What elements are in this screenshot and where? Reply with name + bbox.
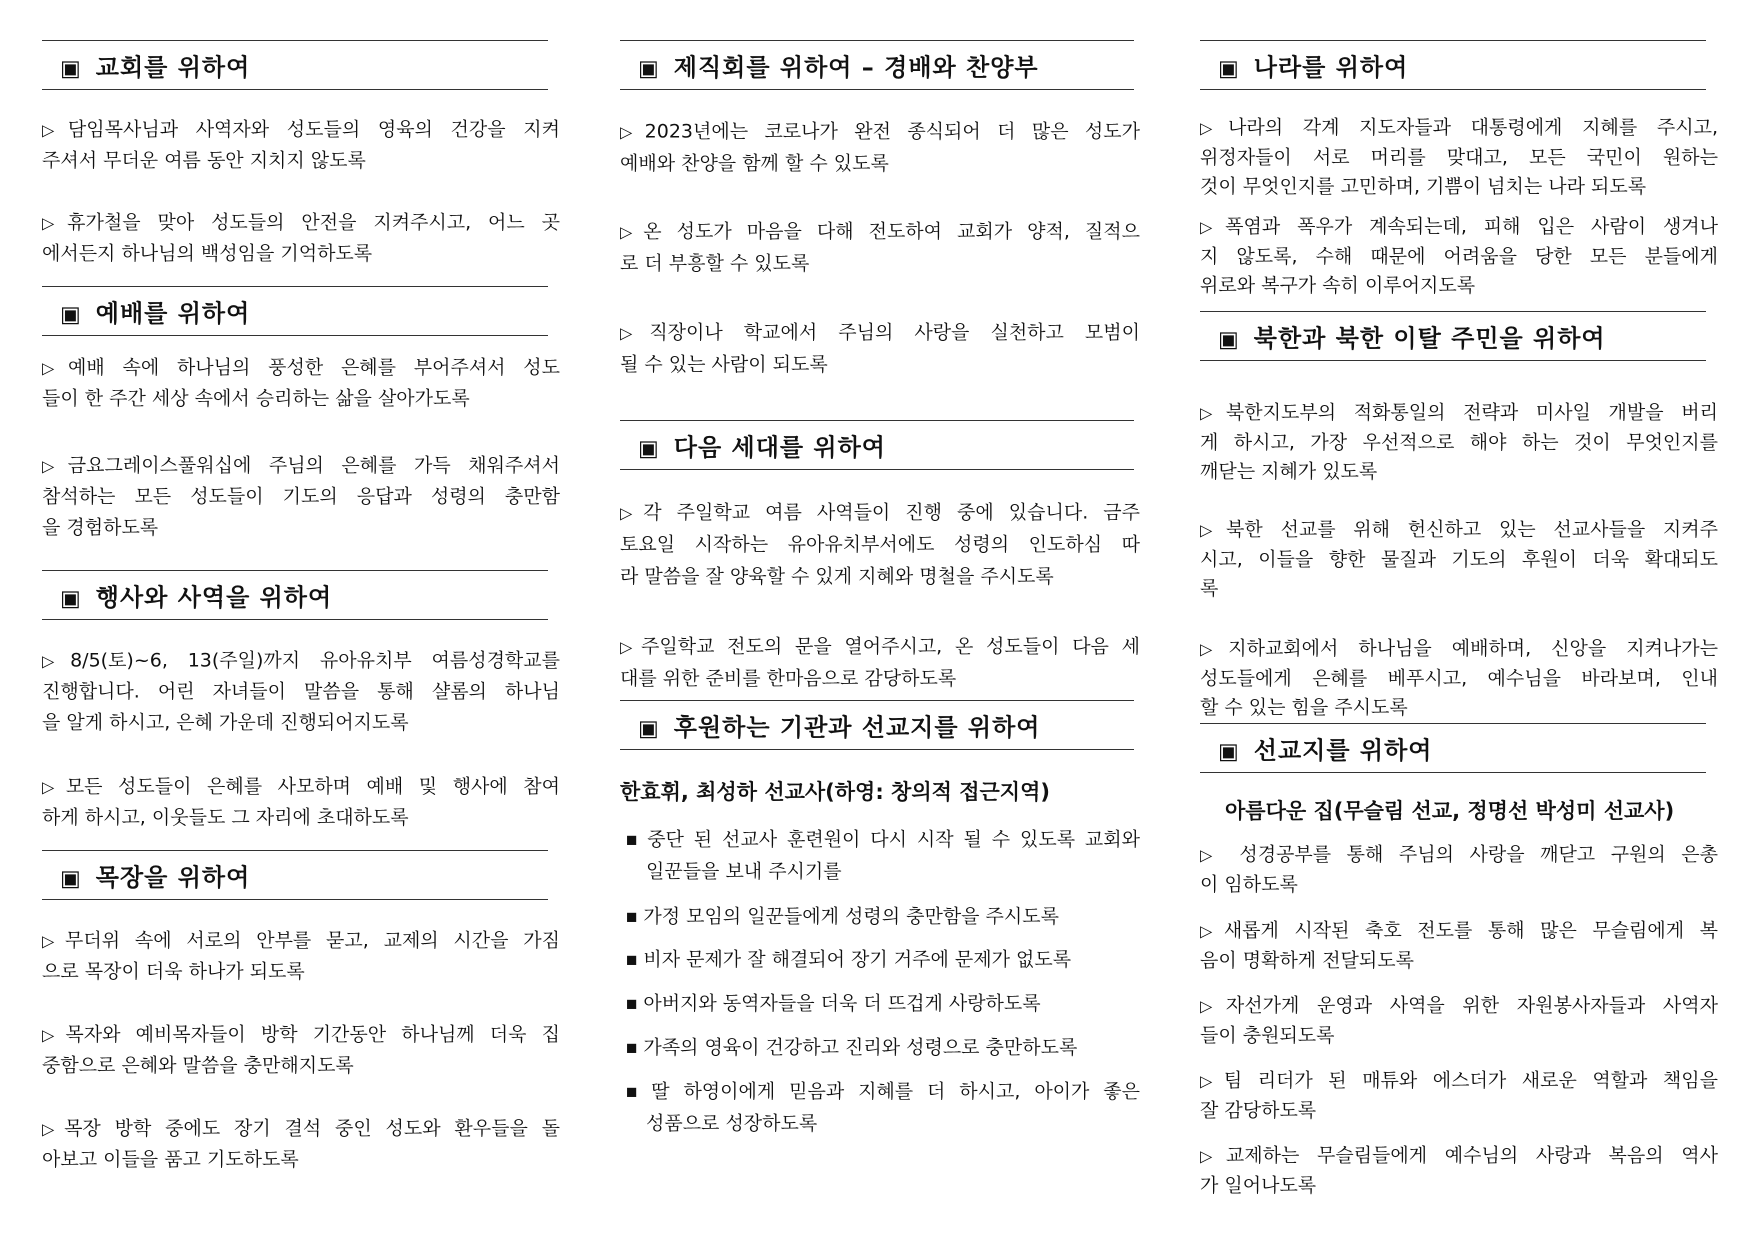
item-line: [1200, 663, 1718, 690]
line-text: 가 일어나도록: [1200, 1174, 1317, 1196]
triangle-bullet-icon: ▷: [1200, 921, 1222, 941]
item-line: [1200, 515, 1718, 542]
heading-text: 제직회를 위하여 – 경배와 찬양부: [673, 53, 1039, 82]
item-line: [1200, 945, 1718, 972]
item-line: [626, 902, 1140, 929]
line-text: 것이 무엇인지를 고민하며, 기쁨이 넘치는 나라 되도록: [1200, 175, 1647, 198]
item-line: [1200, 869, 1718, 896]
line-text: 을 알게 하시고, 은혜 가운데 진행되어지도록: [42, 711, 409, 734]
divider: [620, 89, 1134, 90]
line-text: 나라의 각계 지도자들과 대통령에게 지혜를 주시고,: [1227, 116, 1718, 139]
line-text: 목장 방학 중에도 장기 결석 중인 성도와 환우들을 돌: [64, 1117, 560, 1140]
heading-text: 예배를 위하여: [95, 299, 251, 328]
line-text: 목자와 예비목자들이 방학 기간동안 하나님께 더욱 집: [65, 1023, 560, 1046]
item-line: [1200, 1020, 1718, 1047]
line-text: 으로 목장이 더욱 하나가 되도록: [42, 960, 305, 983]
item-line: [42, 926, 560, 953]
section-heading: [60, 578, 332, 613]
triangle-bullet-icon: ▷: [42, 651, 69, 671]
divider: [620, 749, 1134, 750]
item-line: [42, 384, 560, 411]
line-text: 중함으로 은혜와 말씀을 충만해지도록: [42, 1054, 354, 1077]
square-bullet-icon: ■: [626, 1040, 638, 1055]
triangle-bullet-icon: ▷: [1200, 1071, 1222, 1091]
divider: [42, 89, 548, 90]
section-heading: [638, 48, 1039, 83]
item-line: [42, 677, 560, 704]
heading-text: 북한과 북한 이탈 주민을 위하여: [1253, 324, 1606, 353]
square-bullet-icon: ■: [626, 909, 638, 924]
triangle-bullet-icon: ▷: [620, 637, 640, 657]
section-heading: [60, 858, 250, 893]
triangle-bullet-icon: ▷: [620, 503, 642, 523]
section-heading: [1218, 48, 1408, 83]
line-text: 2023년에는 코로나가 완전 종식되어 더 많은 성도가: [644, 120, 1140, 143]
line-text: 주셔서 무더운 여름 동안 지치지 않도록: [42, 149, 366, 172]
item-line: [1200, 142, 1718, 169]
line-text: 아보고 이들을 품고 기도하도록: [42, 1148, 299, 1171]
triangle-bullet-icon: ▷: [42, 777, 64, 797]
item-line: [620, 632, 1140, 659]
item-line: [620, 562, 1140, 589]
divider: [42, 619, 548, 620]
line-text: 8/5(토)~6, 13(주일)까지 유아유치부 여름성경학교를: [70, 649, 560, 672]
divider: [1200, 40, 1706, 41]
square-bullet-icon: ■: [626, 1084, 646, 1099]
item-line: [42, 451, 560, 478]
line-text: 위로와 복구가 속히 이루어지도록: [1200, 274, 1476, 297]
divider: [1200, 311, 1706, 312]
triangle-bullet-icon: ▷: [1200, 639, 1227, 659]
triangle-bullet-icon: ▷: [1200, 845, 1222, 865]
line-text: 에서든지 하나님의 백성임을 기억하도록: [42, 242, 373, 265]
item-line: [620, 217, 1140, 244]
item-line: [42, 957, 560, 984]
triangle-bullet-icon: ▷: [42, 456, 66, 476]
missionary-subtitle: 한효휘, 최성하 선교사(하영: 창의적 접근지역): [620, 780, 1050, 804]
line-text: 휴가철을 맞아 성도들의 안전을 지켜주시고, 어느 곳: [67, 211, 560, 234]
line-text: 온 성도가 마음을 다해 전도하여 교회가 양적, 질적으: [643, 220, 1140, 243]
item-line: [1200, 916, 1718, 943]
item-line: [1200, 398, 1718, 425]
line-text: 자선가게 운영과 사역을 위한 자원봉사자들과 사역자: [1225, 994, 1718, 1017]
triangle-bullet-icon: ▷: [1200, 520, 1225, 540]
item-line: [1200, 113, 1718, 140]
item-line: [620, 117, 1140, 144]
line-text: 비자 문제가 잘 해결되어 장기 거주에 문제가 없도록: [643, 948, 1072, 971]
line-text: 북한지도부의 적화통일의 전략과 미사일 개발을 버리: [1225, 401, 1718, 424]
line-text: 토요일 시작하는 유아유치부서에도 성령의 인도하심 따: [620, 533, 1140, 556]
line-text: 라 말씀을 잘 양육할 수 있게 지혜와 명철을 주시도록: [620, 565, 1054, 588]
line-text: 지 않도록, 수해 때문에 어려움을 당한 모든 분들에게: [1200, 245, 1718, 267]
triangle-bullet-icon: ▷: [42, 358, 67, 378]
line-text: 교제하는 무슬림들에게 예수님의 사랑과 복음의 역사: [1225, 1144, 1718, 1167]
line-text: 폭염과 폭우가 계속되는데, 피해 입은 사람이 생겨나: [1225, 215, 1718, 238]
boxed-square-icon: ▣: [638, 436, 660, 462]
item-line: [1200, 427, 1718, 454]
divider: [42, 899, 548, 900]
line-text: 이 임하도록: [1200, 873, 1298, 895]
line-text: 게 하시고, 가장 우선적으로 해야 하는 것이 무엇인지를: [1200, 431, 1718, 453]
heading-text: 교회를 위하여: [95, 53, 251, 82]
item-line: [620, 249, 1140, 276]
boxed-square-icon: ▣: [1218, 327, 1240, 353]
triangle-bullet-icon: ▷: [620, 323, 648, 343]
divider: [620, 420, 1134, 421]
line-text: 성경공부를 통해 주님의 사랑을 깨닫고 구원의 은총: [1223, 843, 1718, 866]
line-text: 대를 위한 준비를 한마음으로 감당하도록: [620, 667, 957, 690]
square-bullet-icon: ■: [626, 996, 638, 1011]
square-bullet-icon: ■: [626, 832, 642, 847]
line-text: 위정자들이 서로 머리를 맞대고, 모든 국민이 원하는: [1200, 146, 1718, 168]
heading-text: 다음 세대를 위하여: [673, 433, 886, 462]
item-line: [1200, 574, 1718, 601]
item-line: [1200, 634, 1718, 661]
item-line: [626, 1033, 1140, 1060]
line-text: 북한 선교를 위해 헌신하고 있는 선교사들을 지켜주: [1226, 518, 1718, 541]
item-line: [646, 857, 1140, 884]
line-text: 금요그레이스풀워십에 주님의 은혜를 가득 채워주셔서: [67, 454, 560, 477]
item-line: [1200, 1170, 1718, 1197]
item-line: [626, 989, 1140, 1016]
line-text: 성도들에게 은혜를 베푸시고, 예수님을 바라보며, 인내: [1200, 667, 1718, 689]
line-text: 중단 된 선교사 훈련원이 다시 시작 될 수 있도록 교회와: [647, 828, 1140, 851]
divider: [42, 335, 548, 336]
item-line: [42, 1020, 560, 1047]
line-text: 주일학교 전도의 문을 열어주시고, 온 성도들이 다음 세: [641, 635, 1141, 658]
item-line: [1200, 1095, 1718, 1122]
item-line: [42, 513, 560, 540]
boxed-square-icon: ▣: [638, 56, 660, 82]
divider: [1200, 89, 1706, 90]
line-text: 가족의 영육이 건강하고 진리와 성령으로 충만하도록: [643, 1036, 1078, 1059]
section-heading: [1218, 731, 1432, 766]
item-line: [42, 115, 560, 142]
item-line: [620, 318, 1140, 345]
divider: [1200, 360, 1706, 361]
item-line: [1200, 172, 1718, 199]
line-text: 아버지와 동역자들을 더욱 더 뜨겁게 사랑하도록: [643, 992, 1041, 1015]
boxed-square-icon: ▣: [60, 302, 82, 328]
item-line: [42, 803, 560, 830]
item-line: [620, 350, 1140, 377]
item-line: [42, 708, 560, 735]
item-line: [1200, 1141, 1718, 1168]
line-text: 을 경험하도록: [42, 516, 159, 539]
item-line: [42, 1114, 560, 1141]
section-heading: [638, 428, 886, 463]
line-text: 들이 충원되도록: [1200, 1024, 1335, 1046]
triangle-bullet-icon: ▷: [620, 122, 643, 142]
item-line: [1200, 991, 1718, 1018]
boxed-square-icon: ▣: [638, 716, 660, 742]
triangle-bullet-icon: ▷: [42, 213, 66, 233]
line-text: 지하교회에서 하나님을 예배하며, 신앙을 지켜나가는: [1228, 637, 1718, 660]
item-line: [42, 1051, 560, 1078]
item-line: [626, 825, 1140, 852]
section-heading: [60, 48, 250, 83]
item-line: [620, 664, 1140, 691]
triangle-bullet-icon: ▷: [1200, 217, 1224, 237]
item-line: [42, 772, 560, 799]
item-line: [626, 945, 1140, 972]
line-text: 진행합니다. 어린 자녀들이 말씀을 통해 샬롬의 하나님: [42, 680, 560, 703]
item-line: [42, 646, 560, 673]
divider: [42, 40, 548, 41]
line-text: 깨닫는 지혜가 있도록: [1200, 460, 1378, 483]
item-line: [626, 1077, 1140, 1104]
item-line: [42, 482, 560, 509]
divider: [42, 286, 548, 287]
line-text: 들이 한 주간 세상 속에서 승리하는 삶을 살아가도록: [42, 387, 470, 410]
triangle-bullet-icon: ▷: [1200, 996, 1224, 1016]
item-line: [1200, 457, 1718, 484]
line-text: 새롭게 시작된 축호 전도를 통해 많은 무슬림에게 복: [1223, 919, 1718, 942]
triangle-bullet-icon: ▷: [42, 931, 64, 951]
item-line: [620, 498, 1140, 525]
line-text: 모든 성도들이 은혜를 사모하며 예배 및 행사에 참여: [65, 775, 560, 798]
divider: [1200, 772, 1706, 773]
item-line: [42, 239, 560, 266]
item-line: [42, 146, 560, 173]
line-text: 직장이나 학교에서 주님의 사랑을 실천하고 모범이: [649, 321, 1140, 344]
divider: [42, 570, 548, 571]
line-text: 할 수 있는 힘을 주시도록: [1200, 696, 1408, 719]
boxed-square-icon: ▣: [1218, 56, 1240, 82]
item-line: [1200, 544, 1718, 571]
line-text: 예배와 찬양을 함께 할 수 있도록: [620, 152, 889, 175]
line-text: 가정 모임의 일꾼들에게 성령의 충만함을 주시도록: [643, 905, 1059, 928]
triangle-bullet-icon: ▷: [42, 120, 66, 140]
divider: [620, 40, 1134, 41]
line-text: 로 더 부흥할 수 있도록: [620, 252, 810, 275]
triangle-bullet-icon: ▷: [1200, 1146, 1224, 1166]
line-text: 각 주일학교 여름 사역들이 진행 중에 있습니다. 금주: [643, 501, 1140, 524]
item-line: [1200, 693, 1718, 720]
heading-text: 나라를 위하여: [1253, 53, 1409, 82]
boxed-square-icon: ▣: [60, 56, 82, 82]
boxed-square-icon: ▣: [1218, 739, 1240, 765]
triangle-bullet-icon: ▷: [1200, 118, 1226, 138]
line-text: 잘 감당하도록: [1200, 1099, 1317, 1121]
section-heading: [60, 294, 250, 329]
line-text: 성품으로 성장하도록: [646, 1112, 818, 1135]
boxed-square-icon: ▣: [60, 586, 82, 612]
item-line: [1200, 1066, 1718, 1093]
section-heading: [1218, 319, 1606, 354]
item-line: [42, 208, 560, 235]
item-line: [42, 1145, 560, 1172]
line-text: 참석하는 모든 성도들이 기도의 응답과 성령의 충만함: [42, 485, 560, 508]
item-line: [1200, 212, 1718, 239]
heading-text: 행사와 사역을 위하여: [95, 583, 333, 612]
divider: [620, 469, 1134, 470]
line-text: 록: [1200, 577, 1219, 600]
item-line: [1200, 241, 1718, 268]
missionary-subtitle: 아름다운 집(무슬림 선교, 정명선 박성미 선교사): [1225, 799, 1675, 823]
line-text: 담임목사님과 사역자와 성도들의 영육의 건강을 지켜: [67, 118, 560, 141]
square-bullet-icon: ■: [626, 952, 638, 967]
item-line: [620, 530, 1140, 557]
divider: [620, 700, 1134, 701]
heading-text: 목장을 위하여: [95, 863, 251, 892]
heading-text: 선교지를 위하여: [1253, 736, 1433, 765]
divider: [1200, 723, 1706, 724]
triangle-bullet-icon: ▷: [620, 222, 642, 242]
line-text: 일꾼들을 보내 주시기를: [646, 860, 842, 883]
item-line: [1200, 271, 1718, 298]
item-line: [646, 1109, 1140, 1136]
triangle-bullet-icon: ▷: [42, 1025, 64, 1045]
line-text: 예배 속에 하나님의 풍성한 은혜를 부어주셔서 성도: [68, 356, 560, 379]
line-text: 딸 하영이에게 믿음과 지혜를 더 하시고, 아이가 좋은: [651, 1080, 1140, 1103]
item-line: [1200, 840, 1718, 867]
item-line: [42, 353, 560, 380]
line-text: 팀 리더가 된 매튜와 에스더가 새로운 역할과 책임을: [1223, 1069, 1718, 1092]
section-heading: [638, 708, 1040, 743]
triangle-bullet-icon: ▷: [1200, 403, 1224, 423]
line-text: 음이 명확하게 전달되도록: [1200, 949, 1414, 971]
line-text: 무더위 속에 서로의 안부를 묻고, 교제의 시간을 가짐: [65, 929, 560, 952]
divider: [42, 850, 548, 851]
line-text: 시고, 이들을 향한 물질과 기도의 후원이 더욱 확대되도: [1200, 548, 1718, 570]
triangle-bullet-icon: ▷: [42, 1119, 63, 1139]
item-line: [620, 149, 1140, 176]
line-text: 하게 하시고, 이웃들도 그 자리에 초대하도록: [42, 806, 409, 829]
line-text: 될 수 있는 사람이 되도록: [620, 353, 828, 376]
boxed-square-icon: ▣: [60, 866, 82, 892]
heading-text: 후원하는 기관과 선교지를 위하여: [673, 713, 1041, 742]
